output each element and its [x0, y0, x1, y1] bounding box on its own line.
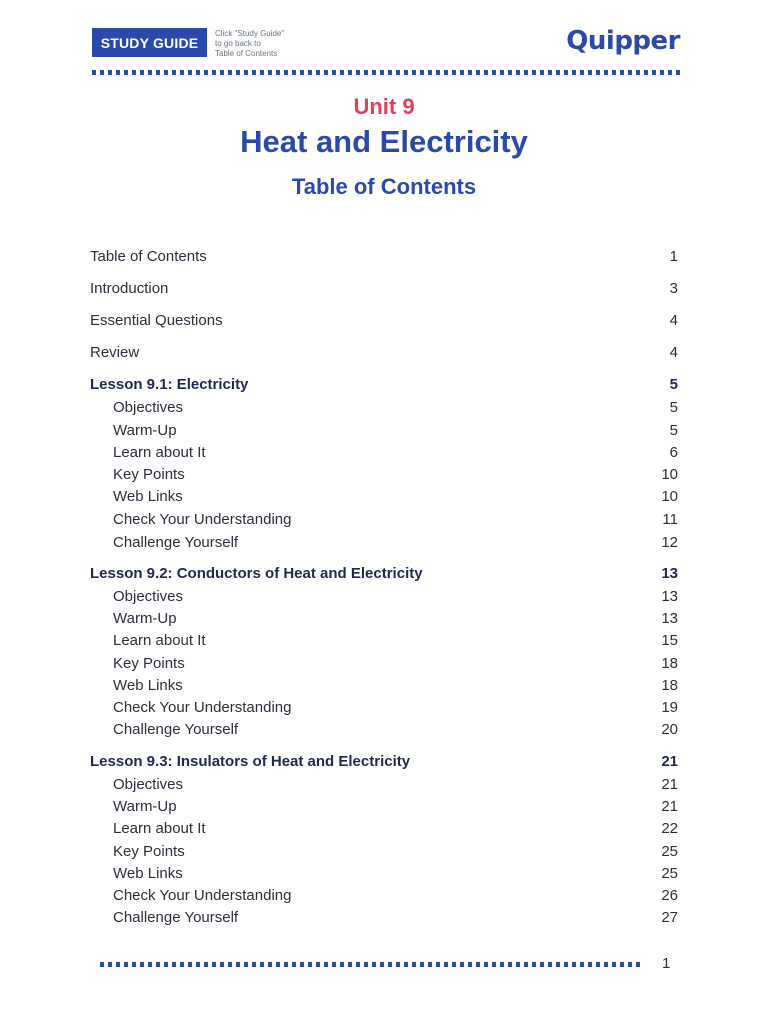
- toc-entry-page: 22: [661, 820, 678, 837]
- toc-entry-label: Lesson 9.1: Electricity: [90, 376, 249, 393]
- toc-entry[interactable]: [90, 248, 678, 266]
- toc-entry-label: Key Points: [113, 843, 185, 860]
- toc-subentry[interactable]: [90, 632, 678, 650]
- toc-entry-label: Lesson 9.3: Insulators of Heat and Electricity: [90, 753, 411, 770]
- toc-entry-label: Objectives: [113, 399, 184, 416]
- toc-lesson-entry[interactable]: [90, 753, 678, 771]
- toc-entry-page: 18: [661, 655, 678, 672]
- toc-subentry[interactable]: [90, 843, 678, 861]
- toc-entry-page: 19: [661, 699, 678, 716]
- toc-entry-label: Challenge Yourself: [113, 721, 239, 738]
- toc-entry-page: 21: [661, 753, 678, 770]
- footer-dotted-divider: [100, 962, 642, 967]
- toc-subentry[interactable]: [90, 820, 678, 838]
- toc-entry-label: Challenge Yourself: [113, 909, 239, 926]
- toc-subentry[interactable]: [90, 677, 678, 695]
- toc-entry-label: Warm-Up: [113, 610, 177, 627]
- toc-subentry[interactable]: [90, 399, 678, 417]
- toc-entry-page: 18: [661, 677, 678, 694]
- toc-entry-page: 5: [669, 399, 678, 416]
- toc-subentry[interactable]: [90, 887, 678, 905]
- toc-entry-label: Key Points: [113, 466, 185, 483]
- toc-subentry[interactable]: [90, 588, 678, 606]
- toc-entry-label: Challenge Yourself: [113, 534, 239, 551]
- toc-subentry[interactable]: [90, 466, 678, 484]
- toc-entry-label: Learn about It: [113, 820, 206, 837]
- toc-entry-page: 27: [661, 909, 678, 926]
- quipper-logo: Quipper: [566, 26, 680, 56]
- toc-subentry[interactable]: [90, 699, 678, 717]
- toc-entry-label: Table of Contents: [90, 248, 207, 265]
- toc-lesson-entry[interactable]: [90, 376, 678, 394]
- toc-subentry[interactable]: [90, 534, 678, 552]
- toc-entry-page: 25: [661, 843, 678, 860]
- toc-entry-page: 6: [669, 444, 678, 461]
- toc-entry-page: 5: [669, 422, 678, 439]
- hint-line: to go back to: [215, 39, 261, 48]
- toc-entry-label: Lesson 9.2: Conductors of Heat and Electricity: [90, 565, 423, 582]
- toc-entry-page: 21: [661, 776, 678, 793]
- toc-subentry[interactable]: [90, 655, 678, 673]
- toc-entry-page: 11: [662, 511, 678, 528]
- toc-entry-label: Objectives: [113, 776, 184, 793]
- toc-lesson-entry[interactable]: [90, 565, 678, 583]
- toc-entry-label: Web Links: [113, 677, 183, 694]
- toc-entry-label: Objectives: [113, 588, 184, 605]
- toc-entry-page: 15: [661, 632, 678, 649]
- hint-line: Table of Contents: [215, 49, 278, 58]
- toc-subentry[interactable]: [90, 865, 678, 883]
- unit-label: Unit 9: [353, 94, 415, 119]
- toc-entry[interactable]: [90, 312, 678, 330]
- toc-subentry[interactable]: [90, 488, 678, 506]
- toc-entry-page: 21: [661, 798, 678, 815]
- toc-entry-label: Key Points: [113, 655, 185, 672]
- hint-line: Click "Study Guide": [215, 29, 285, 38]
- toc-entry-page: 25: [661, 865, 678, 882]
- toc-entry-page: 10: [661, 488, 678, 505]
- toc-entry-label: Warm-Up: [113, 422, 177, 439]
- toc-entry-label: Learn about It: [113, 632, 206, 649]
- toc-entry-page: 20: [661, 721, 678, 738]
- toc-entry-label: Review: [90, 344, 140, 361]
- toc-entry-page: 13: [661, 610, 678, 627]
- toc-entry-label: Essential Questions: [90, 312, 223, 329]
- toc-subentry[interactable]: [90, 721, 678, 739]
- toc-entry-page: 12: [661, 534, 678, 551]
- page-title: Heat and Electricity: [240, 124, 528, 159]
- toc-entry-label: Web Links: [113, 488, 183, 505]
- toc-entry-label: Check Your Understanding: [113, 887, 292, 904]
- toc-entry-label: Check Your Understanding: [113, 511, 292, 528]
- toc-subentry[interactable]: [90, 444, 678, 462]
- toc-entry-label: Check Your Understanding: [113, 699, 292, 716]
- toc-entry-page: 26: [661, 887, 678, 904]
- toc-entry-page: 3: [669, 280, 678, 297]
- toc-entry-label: Warm-Up: [113, 798, 177, 815]
- toc-entry-label: Learn about It: [113, 444, 206, 461]
- toc-heading: Table of Contents: [291, 174, 477, 199]
- toc-entry-page: 1: [669, 248, 678, 265]
- toc-entry-page: 4: [669, 312, 678, 329]
- toc-subentry[interactable]: [90, 610, 678, 628]
- toc-subentry[interactable]: [90, 909, 678, 927]
- toc-entry-label: Introduction: [90, 280, 169, 297]
- toc-entry-label: Web Links: [113, 865, 183, 882]
- toc-subentry[interactable]: [90, 422, 678, 440]
- toc-entry-page: 5: [669, 376, 678, 393]
- toc-entry-page: 13: [661, 588, 678, 605]
- toc-entry-page: 4: [669, 344, 678, 361]
- toc-entry[interactable]: [90, 344, 678, 362]
- toc-entry-page: 10: [661, 466, 678, 483]
- toc-entry-page: 13: [661, 565, 678, 582]
- toc-subentry[interactable]: [90, 798, 678, 816]
- toc-subentry[interactable]: [90, 511, 678, 529]
- page-number: 1: [662, 955, 671, 972]
- study-guide-button[interactable]: STUDY GUIDE: [92, 28, 207, 57]
- table-of-contents: [90, 0, 678, 1024]
- toc-subentry[interactable]: [90, 776, 678, 794]
- toc-entry[interactable]: [90, 280, 678, 298]
